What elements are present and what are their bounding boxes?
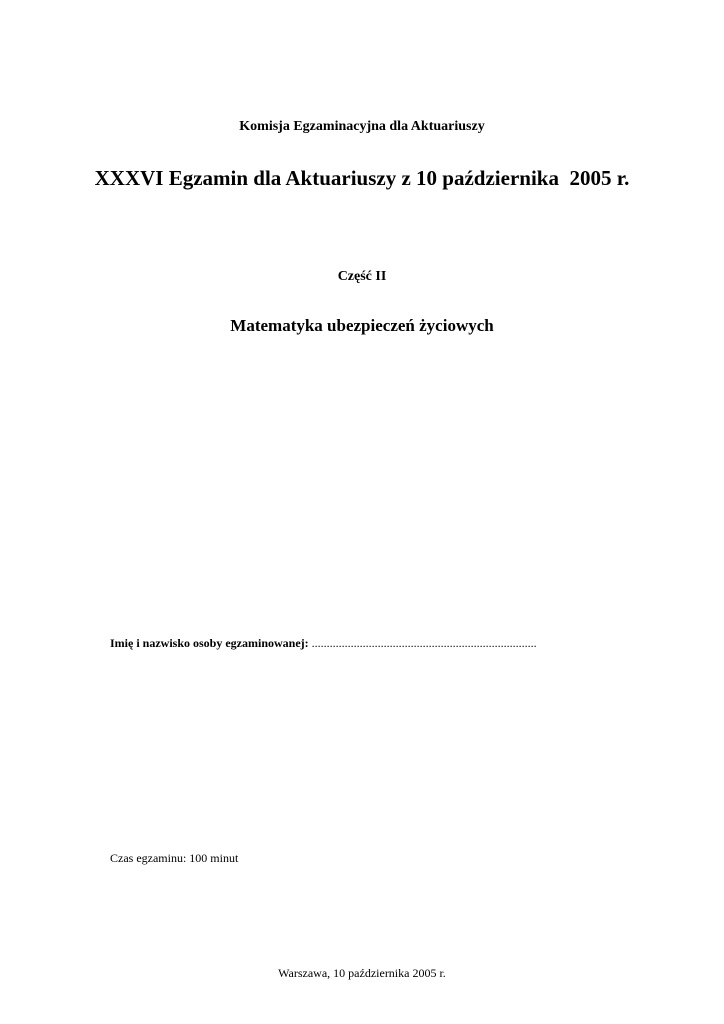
exam-subject: Matematyka ubezpieczeń życiowych xyxy=(230,316,494,335)
candidate-name-field: ........................................................................... xyxy=(308,636,537,650)
exam-duration: Czas egzaminu: 100 minut xyxy=(110,851,239,865)
candidate-name-label: Imię i nazwisko osoby egzaminowanej: xyxy=(110,636,309,650)
exam-part: Część II xyxy=(337,269,387,284)
committee-name: Komisja Egzaminacyjna dla Aktuariuszy xyxy=(239,119,485,134)
exam-title: XXXVI Egzamin dla Aktuariuszy z 10 października 2005 r. xyxy=(94,166,630,190)
place-and-date: Warszawa, 10 października 2005 r. xyxy=(278,966,446,980)
candidate-name-row xyxy=(110,636,537,651)
